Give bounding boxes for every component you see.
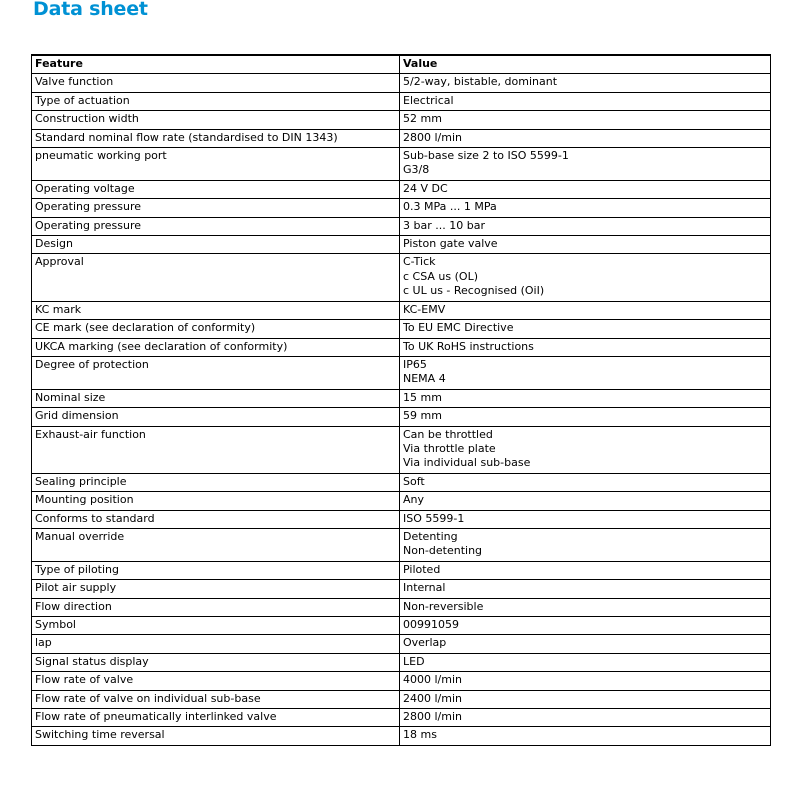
table-row [32,580,771,598]
feature-cell: Flow rate of pneumatically interlinked valve [32,709,400,727]
value-cell [400,217,771,235]
value-line: Overlap [403,636,447,650]
value-cell [400,301,771,319]
feature-cell: CE mark (see declaration of conformity) [32,320,400,338]
value-cell [400,492,771,510]
feature-cell: Mounting position [32,492,400,510]
value-line: 15 mm [403,390,442,404]
feature-cell: Manual override [32,528,400,561]
feature-cell: Symbol [32,617,400,635]
table-row [32,690,771,708]
table-row [32,180,771,198]
table-row [32,426,771,473]
feature-cell: Degree of protection [32,356,400,389]
table-row [32,598,771,616]
table-header-row [32,55,771,74]
value-line: Piston gate valve [403,237,498,251]
value-cell [400,473,771,491]
table-row [32,356,771,389]
value-cell [400,528,771,561]
feature-cell: Grid dimension [32,408,400,426]
value-cell [400,709,771,727]
feature-cell: Valve function [32,74,400,92]
value-line: To EU EMC Directive [403,321,514,335]
value-column-header: Value [400,55,771,74]
table-row [32,74,771,92]
table-row [32,199,771,217]
feature-cell: pneumatic working port [32,148,400,181]
value-line: Non-detenting [403,544,483,558]
table-row [32,111,771,129]
feature-cell: Conforms to standard [32,510,400,528]
value-cell [400,690,771,708]
value-cell [400,111,771,129]
value-cell [400,580,771,598]
value-cell [400,561,771,579]
value-cell [400,320,771,338]
table-row [32,217,771,235]
value-line: KC-EMV [403,302,446,316]
feature-cell: Approval [32,254,400,301]
value-cell [400,356,771,389]
table-body [32,74,771,745]
feature-cell: Standard nominal flow rate (standardised to DIN 1343) [32,129,400,147]
feature-cell: Operating pressure [32,199,400,217]
table-row [32,635,771,653]
value-line: Can be throttled [403,427,493,441]
value-line: 2400 l/min [403,691,462,705]
value-line: 5/2-way, bistable, dominant [403,75,558,89]
table-row [32,338,771,356]
table-row [32,92,771,110]
feature-cell: Operating pressure [32,217,400,235]
value-cell [400,389,771,407]
value-cell [400,129,771,147]
value-cell [400,338,771,356]
value-line: IP65 [403,357,427,371]
value-cell [400,254,771,301]
table-row [32,617,771,635]
feature-cell: Operating voltage [32,180,400,198]
feature-cell: UKCA marking (see declaration of conformity) [32,338,400,356]
feature-cell: Construction width [32,111,400,129]
feature-cell: Sealing principle [32,473,400,491]
table-row [32,236,771,254]
data-sheet-table [31,54,771,746]
value-cell [400,92,771,110]
value-line: G3/8 [403,163,430,177]
value-line: C-Tick [403,255,436,269]
value-line: 2800 l/min [403,130,462,144]
table-row [32,148,771,181]
value-line: 59 mm [403,409,442,423]
value-cell [400,408,771,426]
feature-cell: Flow direction [32,598,400,616]
value-cell [400,617,771,635]
value-line: Non-reversible [403,599,484,613]
feature-cell: Type of actuation [32,92,400,110]
value-cell [400,74,771,92]
table-row [32,129,771,147]
table-row [32,389,771,407]
value-line: LED [403,654,425,668]
table-row [32,672,771,690]
feature-cell: Exhaust-air function [32,426,400,473]
value-line: 3 bar ... 10 bar [403,218,485,232]
table-row [32,653,771,671]
value-cell [400,672,771,690]
value-line: Sub-base size 2 to ISO 5599-1 [403,149,569,163]
table-row [32,492,771,510]
table-row [32,408,771,426]
value-cell [400,727,771,745]
table-row [32,561,771,579]
table-row [32,320,771,338]
value-line: ISO 5599-1 [403,511,465,525]
table-row [32,709,771,727]
feature-cell: Pilot air supply [32,580,400,598]
feature-cell: Flow rate of valve [32,672,400,690]
table-row [32,473,771,491]
value-line: c CSA us (OL) [403,269,479,283]
table-row [32,510,771,528]
value-cell [400,180,771,198]
value-line: Any [403,493,425,507]
value-cell [400,426,771,473]
feature-cell: lap [32,635,400,653]
value-line: Electrical [403,93,454,107]
value-line: Piloted [403,562,441,576]
table-row [32,727,771,745]
value-line: NEMA 4 [403,372,446,386]
value-cell [400,635,771,653]
value-line: Via throttle plate [403,441,496,455]
value-line: 00991059 [403,618,459,631]
value-line: 18 ms [403,728,437,742]
feature-cell: Design [32,236,400,254]
value-cell [400,199,771,217]
value-line: Soft [403,474,425,488]
value-line: 24 V DC [403,181,448,195]
feature-cell: Flow rate of valve on individual sub-base [32,690,400,708]
feature-cell: KC mark [32,301,400,319]
value-line: Internal [403,581,446,595]
value-line: Detenting [403,529,458,543]
value-cell [400,148,771,181]
value-line: Via individual sub-base [403,456,531,470]
feature-cell: Type of piloting [32,561,400,579]
value-line: 4000 l/min [403,673,462,687]
value-line: 52 mm [403,112,442,126]
table-row [32,254,771,301]
page-title: Data sheet [33,0,148,20]
value-line: 0.3 MPa ... 1 MPa [403,200,497,214]
feature-cell: Switching time reversal [32,727,400,745]
table-row [32,528,771,561]
feature-cell: Nominal size [32,389,400,407]
table-row [32,301,771,319]
value-line: 2800 l/min [403,710,462,724]
value-cell [400,236,771,254]
value-cell [400,598,771,616]
value-line: c UL us - Recognised (OiI) [403,284,545,298]
value-line: To UK RoHS instructions [403,339,534,353]
feature-cell: Signal status display [32,653,400,671]
feature-column-header: Feature [32,55,400,74]
value-cell [400,510,771,528]
value-cell [400,653,771,671]
